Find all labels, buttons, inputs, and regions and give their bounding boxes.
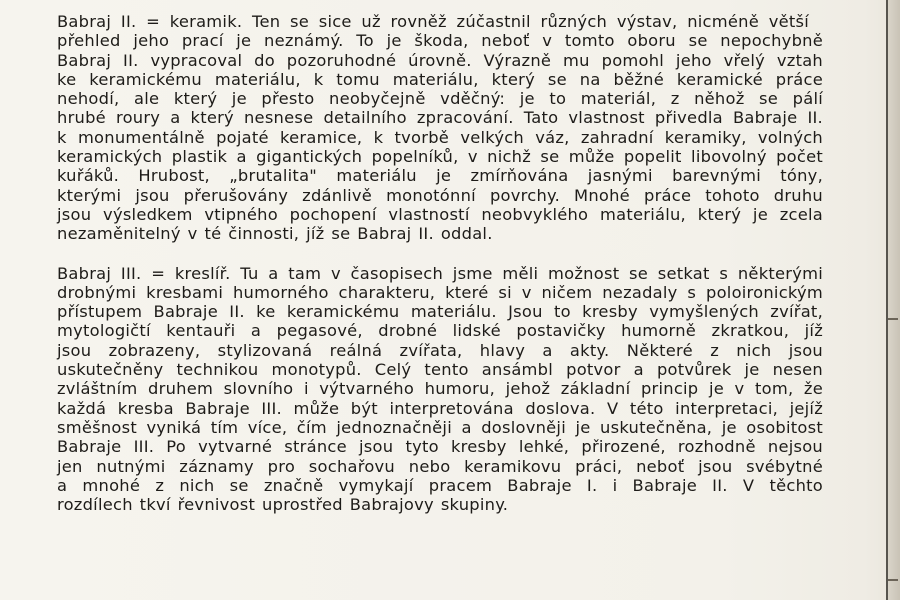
page-edge-line: [886, 0, 888, 600]
text-line: kuřáků. Hrubost, „brutalita" materiálu je zmírňována jasnými barevnými tóny,: [57, 166, 823, 186]
text-line: a mnohé z nich se značně vymykají pracem Babraje I. i Babraje II. V těchto: [57, 475, 823, 495]
text-line: keramických plastik a gigantických popelníků, v nichž se může popelit libovolný počet: [57, 147, 823, 167]
binding-mark: [888, 579, 898, 581]
paragraph-spacer: [57, 244, 837, 264]
text-line: nehodí, ale který je přesto neobyčejně vděčný: je to materiál, z něhož se pálí: [57, 89, 823, 109]
text-line: Babraje III. Po vytvarné stránce jsou tyto kresby lehké, přirozené, rozhodně nejsou: [57, 437, 823, 457]
text-line: k monumentálně pojaté keramice, k tvorbě velkých váz, zahradní keramiky, volných: [57, 127, 823, 147]
text-line: mytologičtí kentauři a pegasové, drobné lidské postavičky humorně zkratkou, jíž: [57, 321, 823, 341]
text-line: přístupem Babraje II. ke keramickému materiálu. Jsou to kresby vymyšlených zvířat,: [57, 302, 823, 322]
page-gutter-shadow: [888, 0, 900, 600]
body-text: [57, 12, 837, 514]
text-line: rozdílech tkví řevnivost uprostřed Babrajovy skupiny.: [57, 495, 509, 515]
text-line: Babraj III. = kreslíř. Tu a tam v časopisech jsme měli možnost se setkat s některými: [57, 263, 823, 283]
text-line: drobnými kresbami humorného charakteru, které si v ničem nezadaly s poloironickým: [57, 282, 823, 302]
binding-mark: [888, 318, 898, 320]
paragraph-babraj-ii: [57, 12, 837, 244]
text-line: uskutečněny technikou monotypů. Celý tento ansámbl potvor a potvůrek je nesen: [57, 360, 823, 380]
text-line: každá kresba Babraje III. může být interpretována doslova. V této interpretaci, jejíž: [57, 398, 823, 418]
text-line: Babraj II. vypracoval do pozoruhodné úrovně. Výrazně mu pomohl jeho vřelý vztah: [57, 50, 823, 70]
text-line: nezaměnitelný v té činnosti, jíž se Babraj II. oddal.: [57, 224, 493, 244]
text-line: ke keramickému materiálu, k tomu materiálu, který se na běžné keramické práce: [57, 69, 823, 89]
text-line: jen nutnými záznamy pro sochařovu nebo keramikovu práci, neboť jsou svébytné: [57, 456, 823, 476]
text-line: směšnost vyniká tím více, čím jednoznačněji a doslovněji je uskutečněna, je osobitost: [57, 417, 823, 437]
text-line: kterými jsou přerušovány zdánlivě monotónní povrchy. Mnohé práce tohoto druhu: [57, 185, 823, 205]
text-line: Babraj II. = keramik. Ten se sice už rovněž zúčastnil různých výstav, nicméně větší: [57, 12, 809, 31]
text-line: přehled jeho prací je neznámý. To je škoda, neboť v tomto oboru se nepochybně: [57, 31, 823, 51]
text-line: hrubé roury a který nesnese detailního zpracování. Tato vlastnost přivedla Babraje II.: [57, 108, 823, 128]
text-line: zvláštním druhem slovního i výtvarného humoru, jehož základní princip je v tom, že: [57, 379, 823, 399]
paragraph-babraj-iii: [57, 264, 837, 515]
text-line: jsou výsledkem vtipného pochopení vlastností neobvyklého materiálu, který je zcela: [57, 204, 823, 224]
text-line: jsou zobrazeny, stylizovaná reálná zvířata, hlavy a akty. Některé z nich jsou: [57, 340, 823, 360]
